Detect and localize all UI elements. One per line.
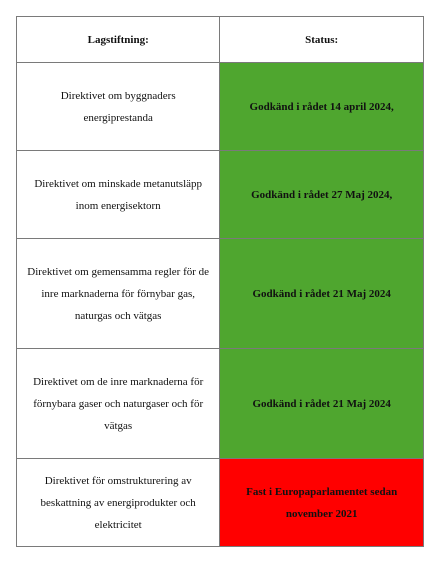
status-cell: Godkänd i rådet 27 Maj 2024, [220,151,424,239]
table-row [17,63,424,151]
table-row [17,349,424,459]
table-row [17,151,424,239]
table-header-row [17,17,424,63]
table-row [17,239,424,349]
header-status: Status: [220,17,424,63]
legislation-status-table [16,16,424,547]
law-cell: Direktivet om gemensamma regler för de inre marknaderna för förnybar gas, naturgas och vätgas [17,239,220,349]
law-cell: Direktivet om byggnaders energiprestanda [17,63,220,151]
law-cell: Direktivet om minskade metanutsläpp inom energisektorn [17,151,220,239]
status-cell: Godkänd i rådet 14 april 2024, [220,63,424,151]
status-cell: Fast i Europaparlamentet sedan november 2021 [220,459,424,547]
header-law: Lagstiftning: [17,17,220,63]
table-row [17,459,424,547]
law-cell: Direktivet om de inre marknaderna för förnybara gaser och naturgaser och för vätgas [17,349,220,459]
law-cell: Direktivet för omstrukturering av beskattning av energiprodukter och elektricitet [17,459,220,547]
status-cell: Godkänd i rådet 21 Maj 2024 [220,349,424,459]
status-cell: Godkänd i rådet 21 Maj 2024 [220,239,424,349]
